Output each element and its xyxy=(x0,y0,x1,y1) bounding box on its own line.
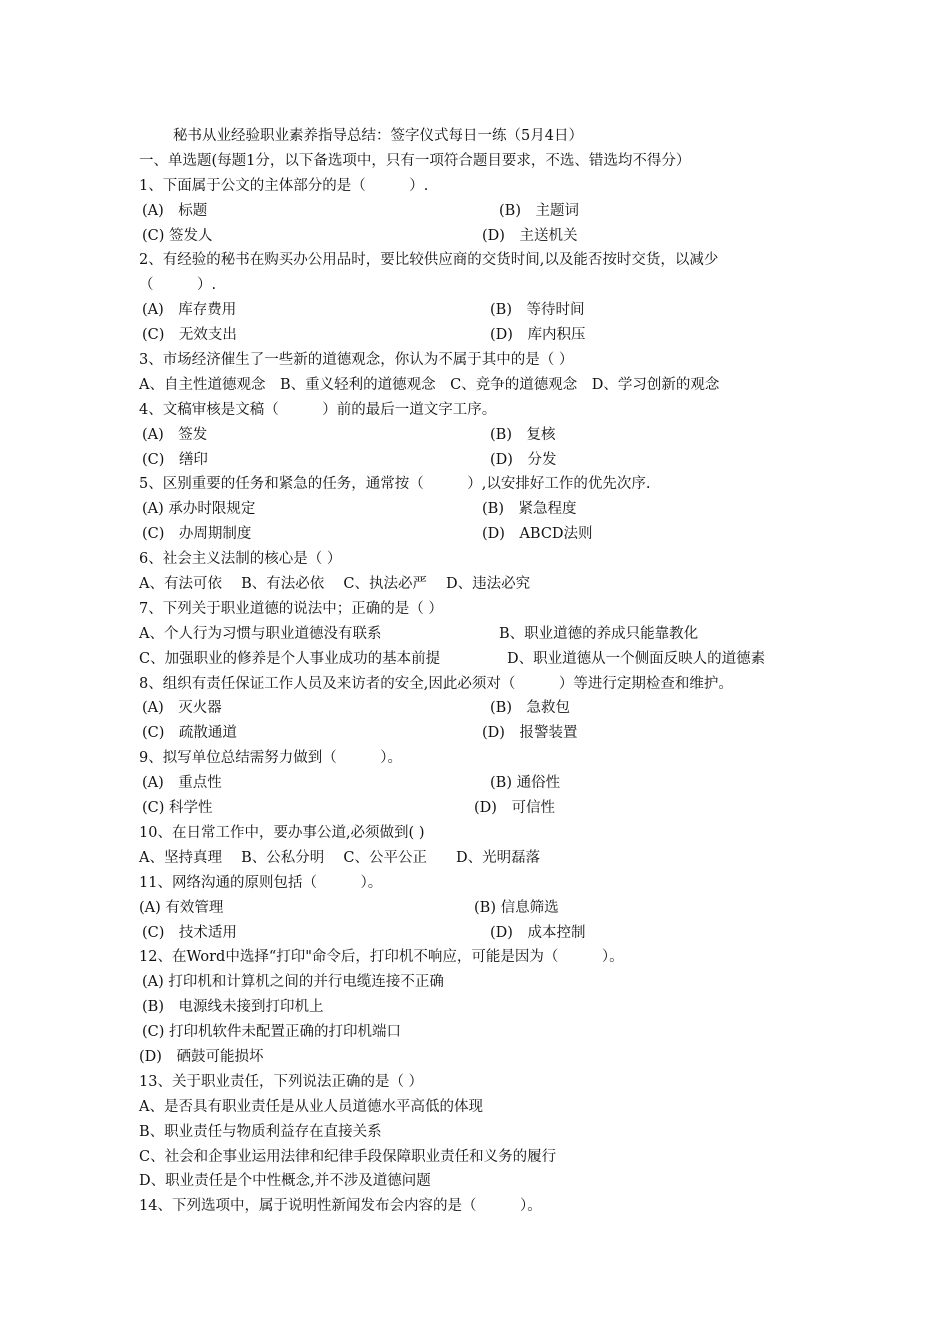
question-12-option-c: (C) 打印机软件未配置正确的打印机端口 xyxy=(142,1024,402,1041)
question-12-option-a: (A) 打印机和计算机之间的并行电缆连接不正确 xyxy=(142,974,444,991)
question-11-stem: 11、网络沟通的原则包括（ ）。 xyxy=(139,874,383,891)
question-3-options: A、自主性道德观念 B、重义轻利的道德观念 C、竞争的道德观念 D、学习创新的观念 xyxy=(139,376,720,393)
question-2-option-a: (A) 库存费用 xyxy=(142,302,237,319)
question-9-option-d: (D) 可信性 xyxy=(474,800,555,817)
question-8-options-row xyxy=(139,721,839,746)
question-13-option-a: A、是否具有职业责任是从业人员道德水平高低的体现 xyxy=(139,1098,483,1115)
question-7-option-b: B、职业道德的养成只能靠教化 xyxy=(499,625,699,642)
question-5-option-c: (C) 办周期制度 xyxy=(142,526,252,543)
question-5-options-row xyxy=(139,497,839,522)
question-9-option-b: (B) 通俗性 xyxy=(490,775,561,792)
question-9-options-row xyxy=(139,796,839,821)
question-8-option-a: (A) 灭火器 xyxy=(142,700,222,717)
question-9-stem: 9、拟写单位总结需努力做到（ ）。 xyxy=(139,750,402,767)
question-6-stem: 6、社会主义法制的核心是（ ） xyxy=(139,551,342,568)
question-1-options-row xyxy=(139,199,839,224)
question-8-option-c: (C) 疏散通道 xyxy=(142,725,237,742)
question-2-options-row xyxy=(139,323,839,348)
question-8-options-row xyxy=(139,696,839,721)
question-4-option-d: (D) 分发 xyxy=(490,451,557,468)
question-13-stem: 13、关于职业责任，下列说法正确的是（ ） xyxy=(139,1073,424,1090)
question-1-option-d: (D) 主送机关 xyxy=(482,227,578,244)
question-3-stem: 3、市场经济催生了一些新的道德观念，你认为不属于其中的是（ ） xyxy=(139,352,574,369)
question-9-option-a: (A) 重点性 xyxy=(142,775,222,792)
question-1-stem: 1、下面属于公文的主体部分的是（ ）. xyxy=(139,177,429,194)
document-body xyxy=(139,124,839,1219)
question-6-options: A、有法可依 B、有法必依 C、执法必严 D、违法必究 xyxy=(139,576,531,593)
question-11-option-d: (D) 成本控制 xyxy=(490,924,586,941)
question-7-options-row xyxy=(139,647,839,672)
section-heading: 一、单选题(每题1分，以下备选项中，只有一项符合题目要求，不选、错选均不得分） xyxy=(139,152,691,169)
question-5-stem: 5、区别重要的任务和紧急的任务，通常按（ ）,以安排好工作的优先次序. xyxy=(139,476,651,493)
question-9-option-c: (C) 科学性 xyxy=(142,800,213,817)
question-1-option-a: (A) 标题 xyxy=(142,202,208,219)
question-2-options-row xyxy=(139,298,839,323)
question-2-option-d: (D) 库内积压 xyxy=(490,327,586,344)
question-4-option-a: (A) 签发 xyxy=(142,426,208,443)
question-4-option-b: (B) 复核 xyxy=(490,426,556,443)
question-2-stem-cont: （ ）. xyxy=(139,277,217,294)
question-14-stem: 14、下列选项中，属于说明性新闻发布会内容的是（ ）。 xyxy=(139,1198,542,1215)
question-1-options-row xyxy=(139,224,839,249)
question-4-options-row xyxy=(139,423,839,448)
question-13-option-d: D、职业责任是个中性概念,并不涉及道德问题 xyxy=(139,1173,431,1190)
question-7-options-row xyxy=(139,622,839,647)
question-5-options-row xyxy=(139,522,839,547)
question-4-option-c: (C) 缮印 xyxy=(142,451,208,468)
question-7-option-a: A、个人行为习惯与职业道德没有联系 xyxy=(139,625,382,642)
question-8-option-b: (B) 急救包 xyxy=(490,700,570,717)
question-13-option-b: B、职业责任与物质利益存在直接关系 xyxy=(139,1123,382,1140)
question-12-option-d: (D) 硒鼓可能损坏 xyxy=(139,1048,264,1065)
question-7-option-c: C、加强职业的修养是个人事业成功的基本前提 xyxy=(139,650,441,667)
question-11-option-b: (B) 信息筛选 xyxy=(474,899,559,916)
question-2-stem: 2、有经验的秘书在购买办公用品时，要比较供应商的交货时间,以及能否按时交货，以减少 xyxy=(139,252,719,269)
question-2-option-b: (B) 等待时间 xyxy=(490,302,585,319)
question-4-options-row xyxy=(139,448,839,473)
question-2-option-c: (C) 无效支出 xyxy=(142,327,237,344)
question-5-option-b: (B) 紧急程度 xyxy=(482,501,577,518)
question-12-option-b: (B) 电源线未接到打印机上 xyxy=(142,999,324,1016)
question-7-stem: 7、下列关于职业道德的说法中；正确的是（ ） xyxy=(139,600,443,617)
question-1-option-b: (B) 主题词 xyxy=(499,202,579,219)
document-title: 秘书从业经验职业素养指导总结：签字仪式每日一练（5月4日） xyxy=(173,128,583,144)
question-5-option-a: (A) 承办时限规定 xyxy=(142,501,256,518)
question-5-option-d: (D) ABCD法则 xyxy=(482,526,593,543)
question-4-stem: 4、文稿审核是文稿（ ）前的最后一道文字工序。 xyxy=(139,401,497,418)
question-10-options: A、坚持真理 B、公私分明 C、公平公正 D、光明磊落 xyxy=(139,849,541,866)
question-7-option-d: D、职业道德从一个侧面反映人的道德素 xyxy=(507,650,766,667)
question-8-stem: 8、组织有责任保证工作人员及来访者的安全,因此必须对（ ）等进行定期检查和维护。 xyxy=(139,675,733,692)
question-12-stem: 12、在Word中选择“打印"命令后，打印机不响应，可能是因为（ ）。 xyxy=(139,949,624,966)
question-11-options-row xyxy=(139,921,839,946)
question-10-stem: 10、在日常工作中，要办事公道,必须做到( ) xyxy=(139,824,425,841)
question-11-option-a: (A) 有效管理 xyxy=(139,899,224,916)
question-11-option-c: (C) 技术适用 xyxy=(142,924,237,941)
question-13-option-c: C、社会和企事业运用法律和纪律手段保障职业责任和义务的履行 xyxy=(139,1148,557,1165)
question-1-option-c: (C) 签发人 xyxy=(142,227,213,244)
question-11-options-row xyxy=(139,896,839,921)
question-8-option-d: (D) 报警装置 xyxy=(482,725,578,742)
question-9-options-row xyxy=(139,771,839,796)
